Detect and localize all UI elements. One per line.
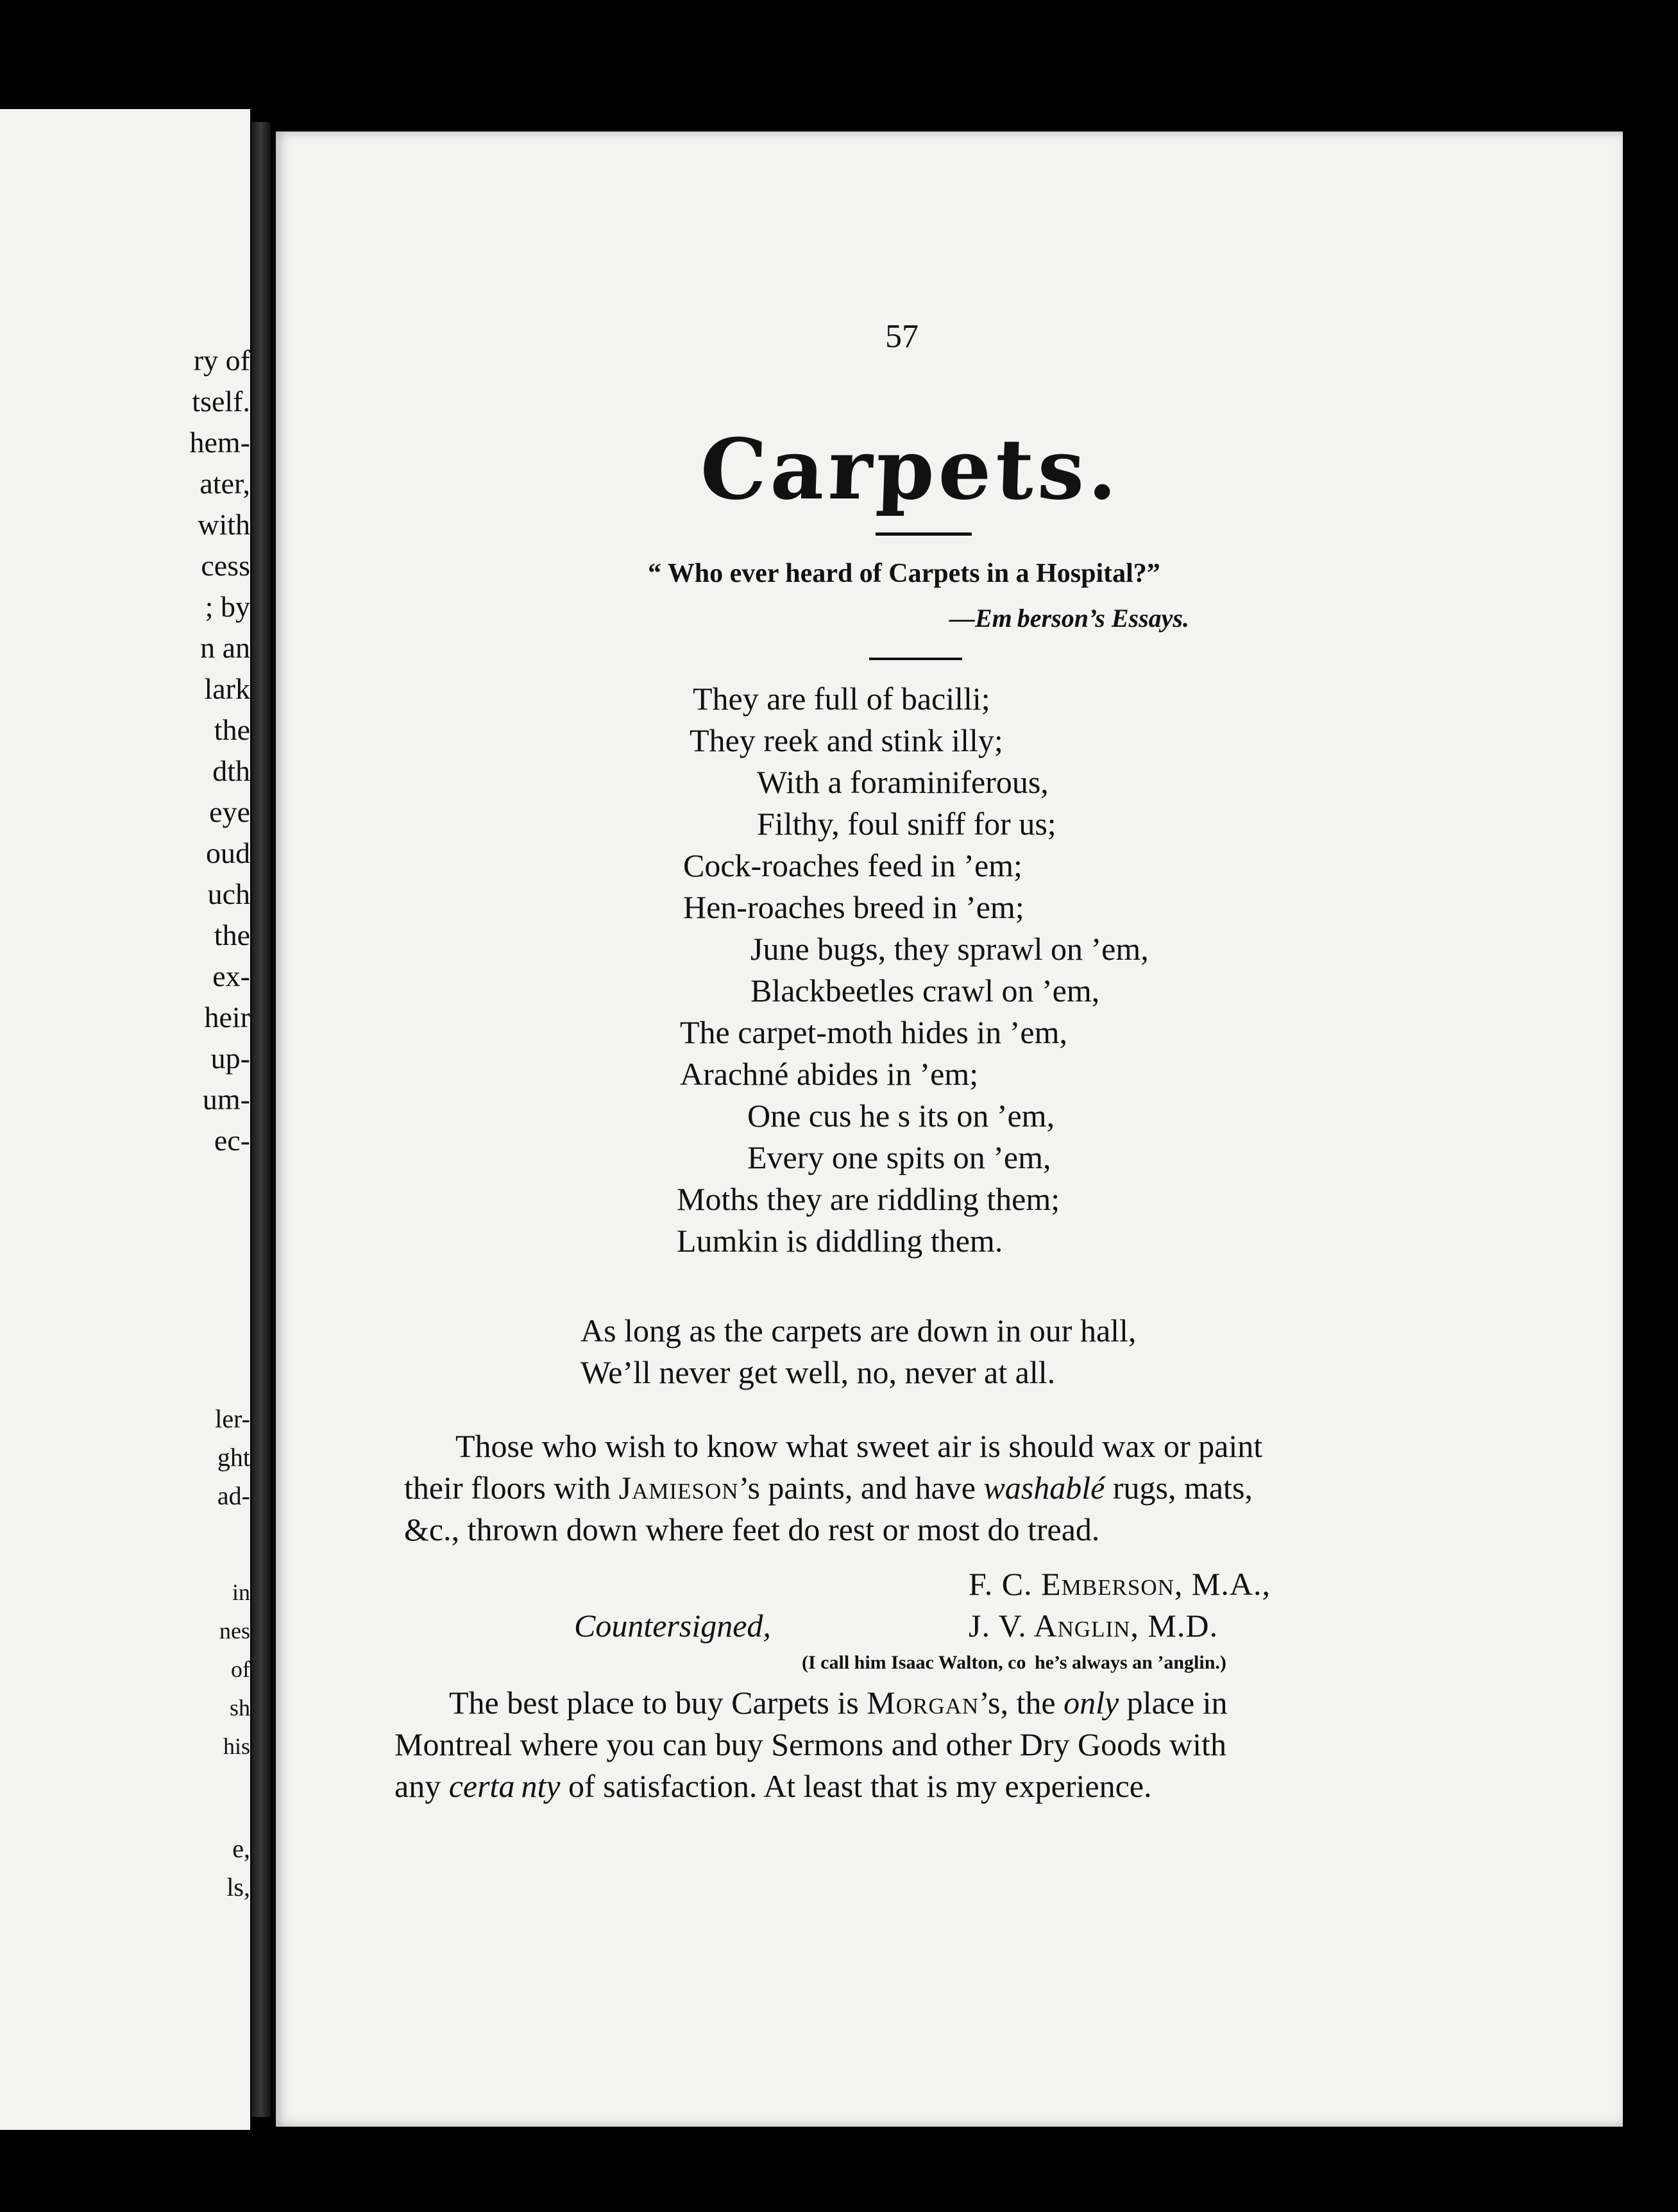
left-fragment: oud <box>206 837 250 869</box>
left-fragment: ex- <box>212 960 250 992</box>
poem-line: Lumkin is diddling them. <box>677 1223 1003 1259</box>
poem-line: Hen-roaches breed in ’em; <box>683 889 1024 925</box>
title-rule <box>876 532 972 536</box>
emphasis: washablé <box>983 1470 1105 1506</box>
poem-line: Moths they are riddling them; <box>677 1181 1060 1217</box>
poem-line: June bugs, they sprawl on ’em, <box>750 931 1149 967</box>
left-fragment: ler- <box>215 1404 250 1433</box>
text-run: The best place to buy Carpets is <box>449 1685 867 1721</box>
left-fragment: um- <box>202 1083 250 1116</box>
emphasis: only <box>1064 1685 1119 1721</box>
paragraph-line: &c., thrown down where feet do rest or most do tread. <box>404 1511 1100 1547</box>
poem-line: The carpet-moth hides in ’em, <box>680 1014 1067 1050</box>
emphasis: certa nty <box>448 1768 561 1804</box>
left-fragment: cess <box>201 549 250 582</box>
brand-name-morgan: Morgan <box>867 1685 979 1721</box>
left-fragment: the <box>214 919 250 951</box>
left-fragment: the <box>214 713 250 746</box>
signature-note: (I call him Isaac Walton, co he’s always an ’anglin.) <box>802 1652 1226 1673</box>
left-fragment: ry of <box>193 344 250 377</box>
paragraph-line <box>449 1684 1228 1721</box>
epigraph-attribution: —Em berson’s Essays. <box>949 604 1189 633</box>
left-fragment: lark <box>204 672 250 705</box>
left-fragment: with <box>198 508 250 541</box>
left-fragment: e, <box>232 1834 250 1863</box>
left-fragment: uch <box>207 878 250 910</box>
poem-line: They reek and stink illy; <box>690 722 1003 758</box>
poem-line: With a foraminiferous, <box>757 764 1049 800</box>
paragraph-line: Those who wish to know what sweet air is should wax or paint <box>455 1428 1263 1464</box>
poem-line: One cus he s its on ’em, <box>747 1098 1055 1134</box>
signature-emberson: F. C. Emberson, M.A., <box>969 1566 1271 1602</box>
poem-line: Cock-roaches feed in ’em; <box>683 847 1022 883</box>
poem-line: Filthy, foul sniff for us; <box>757 806 1056 842</box>
poem-line: They are full of bacilli; <box>693 681 990 717</box>
brand-name-jamieson: Jamieson <box>618 1470 739 1506</box>
signature-anglin: J. V. Anglin, M.D. <box>969 1608 1218 1644</box>
left-fragment: n an <box>200 631 250 664</box>
left-fragment: eye <box>209 795 250 828</box>
left-facing-page <box>0 109 250 2130</box>
left-fragment: ec- <box>214 1124 250 1157</box>
left-fragment: up- <box>210 1042 250 1075</box>
paragraph-line <box>404 1469 1253 1506</box>
left-fragment: tself. <box>192 385 250 418</box>
countersigned-label: Countersigned, <box>574 1608 771 1644</box>
left-fragment: hem- <box>189 426 250 459</box>
left-fragment: dth <box>212 754 250 787</box>
left-fragment: ; by <box>205 590 250 623</box>
text-run: any <box>394 1768 449 1804</box>
text-run: ’s paints, and have <box>738 1470 984 1506</box>
couplet-line: As long as the carpets are down in our hall, <box>581 1313 1137 1348</box>
left-fragment: ater, <box>199 467 250 500</box>
page-number: 57 <box>885 318 919 355</box>
left-fragment: sh <box>229 1695 250 1721</box>
paragraph-line: Montreal where you can buy Sermons and other Dry Goods with <box>394 1726 1226 1762</box>
text-run: rugs, mats, <box>1105 1470 1253 1506</box>
left-fragment: heir <box>204 1001 250 1034</box>
text-run: of satisfaction. At least that is my experience. <box>560 1768 1152 1804</box>
left-fragment: of <box>231 1656 250 1682</box>
poem-line: Every one spits on ’em, <box>747 1139 1051 1175</box>
epigraph-rule <box>869 658 962 660</box>
paragraph-line <box>394 1767 1151 1805</box>
poem-line: Arachné abides in ’em; <box>680 1056 979 1092</box>
left-fragment: his <box>223 1733 250 1759</box>
left-fragment: in <box>232 1579 250 1605</box>
epigraph: “ Who ever heard of Carpets in a Hospital?” <box>648 559 1160 588</box>
left-fragment: ad- <box>217 1481 250 1510</box>
left-fragment: nes <box>219 1618 250 1644</box>
page-title: Carpets. <box>699 420 1123 518</box>
couplet-line: We’ll never get well, no, never at all. <box>581 1354 1056 1390</box>
left-fragment: ls, <box>226 1873 250 1901</box>
text-run: their floors with <box>404 1470 619 1506</box>
poem-line: Blackbeetles crawl on ’em, <box>750 973 1100 1008</box>
text-run: place in <box>1119 1685 1228 1721</box>
left-fragment: ght <box>217 1443 250 1472</box>
text-run: ’s, the <box>979 1685 1064 1721</box>
book-page <box>276 132 1623 2127</box>
book-gutter <box>251 122 271 2117</box>
